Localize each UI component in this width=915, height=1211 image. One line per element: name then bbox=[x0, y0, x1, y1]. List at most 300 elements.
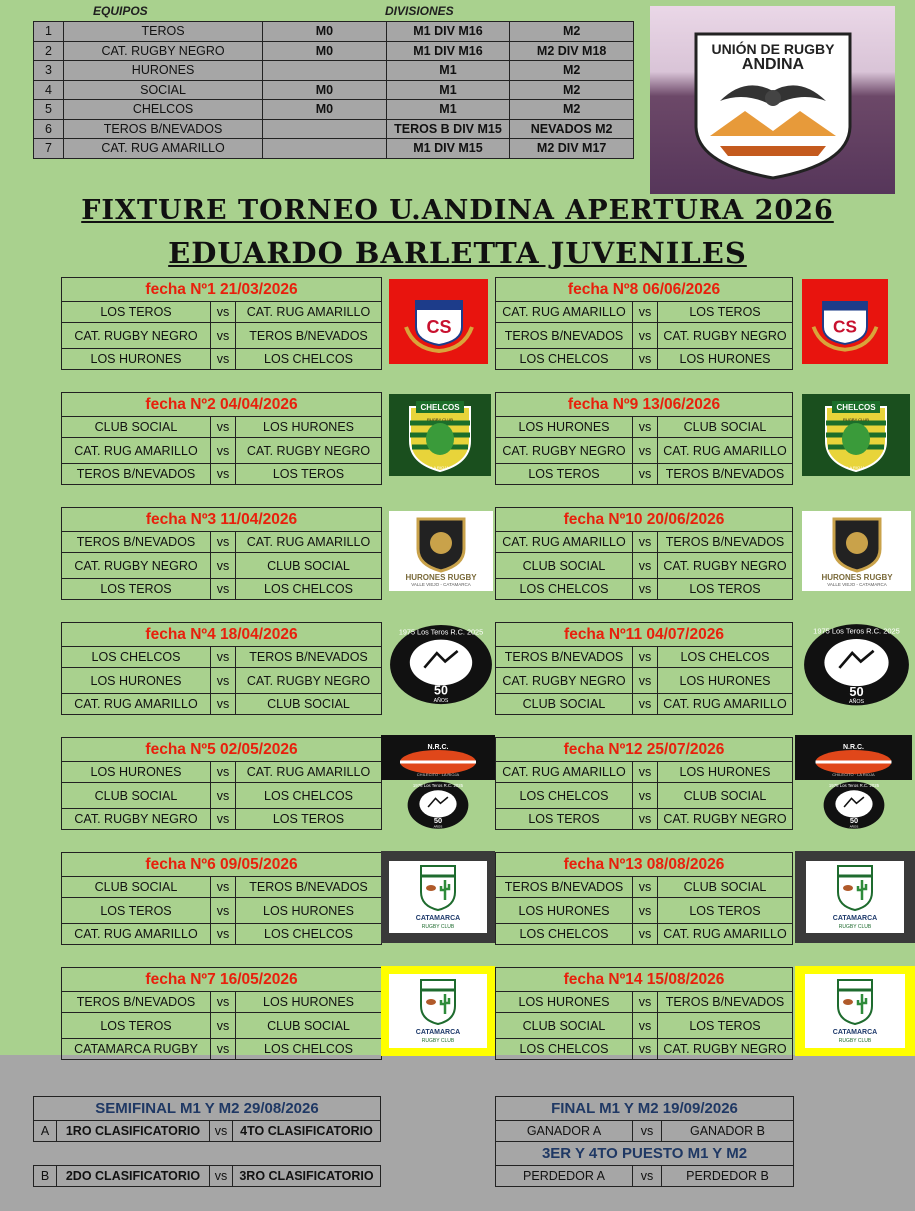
home-team: TEROS B/NEVADOS bbox=[62, 992, 211, 1013]
vs-label: vs bbox=[633, 1039, 658, 1060]
catamarca-badge-sub: RUGBY CLUB bbox=[421, 924, 455, 930]
nrc-badge-sub: CHILECITO · LA RIOJA bbox=[416, 771, 460, 777]
teros-club-badge bbox=[381, 781, 495, 829]
fecha-title: fecha Nº1 21/03/2026 bbox=[62, 278, 382, 302]
teros-badge-num: 50 bbox=[434, 684, 448, 699]
match-row bbox=[496, 877, 793, 898]
nrc-badge-name: N.R.C. bbox=[843, 743, 864, 751]
home-team: LOS CHELCOS bbox=[496, 924, 633, 945]
vs-label: vs bbox=[211, 323, 236, 349]
fecha-block bbox=[495, 852, 793, 945]
fecha-title: fecha Nº4 18/04/2026 bbox=[62, 623, 382, 647]
vs-label: vs bbox=[633, 417, 658, 438]
away-team: LOS CHELCOS bbox=[236, 783, 382, 809]
match-row bbox=[62, 924, 382, 945]
teros-badge-sub: AÑOS bbox=[433, 698, 449, 705]
vs-label: vs bbox=[211, 302, 236, 323]
vs-label: vs bbox=[633, 694, 658, 715]
fecha-block bbox=[61, 622, 382, 715]
vs-label: vs bbox=[633, 302, 658, 323]
third-home: PERDEDOR A bbox=[496, 1166, 633, 1187]
final-home: GANADOR A bbox=[496, 1121, 633, 1142]
chelcos-badge-name: CHELCOS bbox=[420, 403, 460, 412]
final-table bbox=[495, 1096, 794, 1187]
away-team: LOS TEROS bbox=[236, 809, 382, 830]
fecha-block bbox=[61, 967, 382, 1060]
team-row bbox=[34, 119, 634, 139]
nrc-club-badge bbox=[381, 735, 495, 780]
home-team: CAT. RUGBY NEGRO bbox=[62, 553, 211, 579]
team-c3-cell: M2 bbox=[510, 22, 634, 42]
semifinal-title: SEMIFINAL M1 Y M2 29/08/2026 bbox=[34, 1097, 381, 1121]
match-row bbox=[496, 694, 793, 715]
fecha-title: fecha Nº2 04/04/2026 bbox=[62, 393, 382, 417]
away-team: LOS TEROS bbox=[658, 579, 793, 600]
catamarca-badge-sub: RUGBY CLUB bbox=[838, 924, 872, 930]
fecha-title: fecha Nº10 20/06/2026 bbox=[496, 508, 793, 532]
team-c1-cell: M0 bbox=[263, 22, 386, 42]
match-row bbox=[62, 668, 382, 694]
match-row bbox=[496, 647, 793, 668]
away-team: CAT. RUGBY NEGRO bbox=[658, 553, 793, 579]
team-c3-cell: M2 DIV M17 bbox=[510, 139, 634, 159]
cs-badge-text: CS bbox=[425, 316, 452, 337]
home-team: LOS HURONES bbox=[496, 898, 633, 924]
match-row bbox=[496, 579, 793, 600]
away-team: LOS HURONES bbox=[658, 668, 793, 694]
teros-badge-sub: AÑOS bbox=[433, 824, 443, 829]
match-row bbox=[62, 323, 382, 349]
third-away: PERDEDOR B bbox=[662, 1166, 794, 1187]
fecha-block bbox=[61, 392, 382, 485]
teros-badge-num: 50 bbox=[433, 815, 443, 825]
union-logo bbox=[650, 6, 895, 194]
chelcos-badge-place: LA RIOJA bbox=[431, 465, 449, 470]
away-team: LOS TEROS bbox=[658, 898, 793, 924]
away-team: LOS TEROS bbox=[236, 464, 382, 485]
team-c3-cell: M2 bbox=[510, 80, 634, 100]
vs-label: vs bbox=[633, 783, 658, 809]
third-place-title: 3ER Y 4TO PUESTO M1 Y M2 bbox=[496, 1142, 794, 1166]
team-row bbox=[34, 139, 634, 159]
match-row bbox=[496, 809, 793, 830]
home-team: TEROS B/NEVADOS bbox=[496, 647, 633, 668]
vs-label: vs bbox=[211, 647, 236, 668]
teams-table bbox=[33, 21, 634, 159]
vs-label: vs bbox=[633, 668, 658, 694]
match-row bbox=[62, 532, 382, 553]
chelcos-badge-name: CHELCOS bbox=[836, 403, 876, 412]
match-row bbox=[496, 323, 793, 349]
semifinal-away: 3RO CLASIFICATORIO bbox=[233, 1166, 381, 1187]
team-num-cell: 1 bbox=[34, 22, 64, 42]
team-row bbox=[34, 61, 634, 81]
match-row bbox=[62, 898, 382, 924]
catamarca-badge-name: CATAMARCA bbox=[832, 915, 878, 922]
hurones-badge-sub: VALLE VIEJO - CATAMARCA bbox=[826, 582, 887, 587]
teros-badge-num: 50 bbox=[849, 815, 858, 825]
home-team: LOS HURONES bbox=[496, 417, 633, 438]
teros-badge-ring: 1975 Los Teros R.C. 2025 bbox=[412, 783, 464, 789]
home-team: TEROS B/NEVADOS bbox=[496, 877, 633, 898]
vs-label: vs bbox=[633, 438, 658, 464]
team-row bbox=[34, 80, 634, 100]
teros-badge-sub: AÑOS bbox=[848, 699, 865, 706]
vs-label: vs bbox=[633, 553, 658, 579]
vs-label: vs bbox=[633, 323, 658, 349]
away-team: LOS CHELCOS bbox=[236, 579, 382, 600]
teros-club-badge bbox=[795, 781, 912, 829]
away-team: LOS HURONES bbox=[658, 349, 793, 370]
final-title: FINAL M1 Y M2 19/09/2026 bbox=[496, 1097, 794, 1121]
match-row bbox=[62, 464, 382, 485]
vs-label: vs bbox=[633, 1013, 658, 1039]
fecha-block bbox=[61, 737, 382, 830]
vs-label: vs bbox=[633, 762, 658, 783]
home-team: LOS HURONES bbox=[62, 762, 211, 783]
team-c2-cell: M1 bbox=[386, 100, 510, 120]
fecha-block bbox=[495, 622, 793, 715]
away-team: CAT. RUG AMARILLO bbox=[658, 694, 793, 715]
team-name-cell: TEROS B/NEVADOS bbox=[63, 119, 262, 139]
teros-club-badge bbox=[803, 624, 910, 706]
home-team: LOS TEROS bbox=[496, 464, 633, 485]
match-row bbox=[62, 1013, 382, 1039]
equipos-header: EQUIPOS bbox=[93, 4, 148, 18]
home-team: CLUB SOCIAL bbox=[62, 417, 211, 438]
vs-label: vs bbox=[211, 668, 236, 694]
team-c2-cell: M1 bbox=[386, 80, 510, 100]
team-num-cell: 7 bbox=[34, 139, 64, 159]
home-team: CLUB SOCIAL bbox=[62, 783, 211, 809]
home-team: CAT. RUG AMARILLO bbox=[496, 762, 633, 783]
home-team: CLUB SOCIAL bbox=[496, 1013, 633, 1039]
catamarca-club-badge bbox=[381, 966, 495, 1056]
team-c3-cell: M2 DIV M18 bbox=[510, 41, 634, 61]
away-team: TEROS B/NEVADOS bbox=[236, 323, 382, 349]
vs-label: vs bbox=[633, 809, 658, 830]
vs-label: vs bbox=[211, 1039, 236, 1060]
catamarca-club-badge bbox=[381, 851, 495, 943]
home-team: CAT. RUG AMARILLO bbox=[496, 302, 633, 323]
team-c2-cell: M1 DIV M15 bbox=[386, 139, 510, 159]
match-row bbox=[496, 992, 793, 1013]
fecha-block bbox=[495, 737, 793, 830]
team-num-cell: 6 bbox=[34, 119, 64, 139]
sub-title: EDUARDO BARLETTA JUVENILES bbox=[168, 236, 747, 270]
vs-label: vs bbox=[633, 877, 658, 898]
match-row bbox=[496, 464, 793, 485]
home-team: CAT. RUG AMARILLO bbox=[496, 532, 633, 553]
home-team: CAT. RUG AMARILLO bbox=[62, 438, 211, 464]
vs-label: vs bbox=[633, 924, 658, 945]
vs-label: vs bbox=[211, 532, 236, 553]
home-team: LOS CHELCOS bbox=[496, 349, 633, 370]
fecha-block bbox=[495, 392, 793, 485]
team-c3-cell: M2 bbox=[510, 100, 634, 120]
semifinal-key: A bbox=[34, 1121, 57, 1142]
away-team: LOS CHELCOS bbox=[658, 647, 793, 668]
home-team: LOS CHELCOS bbox=[496, 783, 633, 809]
team-name-cell: HURONES bbox=[63, 61, 262, 81]
teros-badge-ring: 1975 Los Teros R.C. 2025 bbox=[828, 783, 879, 789]
vs-label: vs bbox=[211, 877, 236, 898]
away-team: CLUB SOCIAL bbox=[236, 694, 382, 715]
team-c2-cell: M1 DIV M16 bbox=[386, 41, 510, 61]
vs-label: vs bbox=[633, 464, 658, 485]
semifinal-key: B bbox=[34, 1166, 57, 1187]
match-row bbox=[496, 417, 793, 438]
home-team: LOS CHELCOS bbox=[62, 647, 211, 668]
home-team: TEROS B/NEVADOS bbox=[496, 323, 633, 349]
team-num-cell: 3 bbox=[34, 61, 64, 81]
away-team: LOS HURONES bbox=[658, 762, 793, 783]
away-team: LOS TEROS bbox=[658, 302, 793, 323]
team-row bbox=[34, 100, 634, 120]
home-team: LOS CHELCOS bbox=[496, 1039, 633, 1060]
vs-label: vs bbox=[633, 1166, 662, 1187]
match-row bbox=[62, 783, 382, 809]
away-team: CAT. RUGBY NEGRO bbox=[236, 438, 382, 464]
vs-label: vs bbox=[210, 1166, 233, 1187]
vs-label: vs bbox=[211, 349, 236, 370]
vs-label: vs bbox=[633, 532, 658, 553]
hurones-badge-sub: VALLE VIEJO - CATAMARCA bbox=[411, 582, 471, 587]
vs-label: vs bbox=[211, 898, 236, 924]
match-row bbox=[62, 877, 382, 898]
home-team: CLUB SOCIAL bbox=[62, 877, 211, 898]
away-team: CAT. RUG AMARILLO bbox=[236, 762, 382, 783]
chelcos-club-badge bbox=[389, 394, 491, 476]
away-team: TEROS B/NEVADOS bbox=[236, 647, 382, 668]
semifinal-home: 1RO CLASIFICATORIO bbox=[57, 1121, 210, 1142]
vs-label: vs bbox=[211, 417, 236, 438]
team-num-cell: 2 bbox=[34, 41, 64, 61]
fecha-title: fecha Nº9 13/06/2026 bbox=[496, 393, 793, 417]
away-team: TEROS B/NEVADOS bbox=[658, 464, 793, 485]
match-row bbox=[62, 992, 382, 1013]
fecha-block bbox=[61, 507, 382, 600]
nrc-badge-name: N.R.C. bbox=[427, 743, 449, 751]
match-row bbox=[62, 302, 382, 323]
team-c2-cell: M1 bbox=[386, 61, 510, 81]
match-row bbox=[62, 349, 382, 370]
match-row bbox=[496, 553, 793, 579]
vs-label: vs bbox=[633, 647, 658, 668]
hurones-badge-name: HURONES RUGBY bbox=[820, 573, 893, 582]
home-team: LOS TEROS bbox=[496, 809, 633, 830]
home-team: CLUB SOCIAL bbox=[496, 694, 633, 715]
hurones-badge-name: HURONES RUGBY bbox=[405, 573, 477, 582]
fecha-title: fecha Nº7 16/05/2026 bbox=[62, 968, 382, 992]
final-away: GANADOR B bbox=[662, 1121, 794, 1142]
catamarca-club-badge bbox=[795, 851, 915, 943]
team-name-cell: CAT. RUG AMARILLO bbox=[63, 139, 262, 159]
teros-badge-num: 50 bbox=[849, 684, 864, 700]
vs-label: vs bbox=[633, 579, 658, 600]
vs-label: vs bbox=[211, 762, 236, 783]
fecha-block bbox=[495, 507, 793, 600]
match-row bbox=[62, 809, 382, 830]
home-team: CAT. RUGBY NEGRO bbox=[62, 809, 211, 830]
match-row bbox=[496, 668, 793, 694]
nrc-club-badge bbox=[795, 735, 912, 780]
cs-club-badge bbox=[389, 279, 488, 364]
match-row bbox=[496, 762, 793, 783]
away-team: CAT. RUGBY NEGRO bbox=[236, 668, 382, 694]
away-team: CAT. RUG AMARILLO bbox=[236, 302, 382, 323]
vs-label: vs bbox=[211, 438, 236, 464]
team-c1-cell bbox=[263, 119, 386, 139]
away-team: LOS HURONES bbox=[236, 992, 382, 1013]
away-team: TEROS B/NEVADOS bbox=[658, 992, 793, 1013]
match-row bbox=[496, 349, 793, 370]
hurones-club-badge bbox=[389, 511, 493, 591]
home-team: LOS TEROS bbox=[62, 898, 211, 924]
away-team: TEROS B/NEVADOS bbox=[236, 877, 382, 898]
team-name-cell: TEROS bbox=[63, 22, 262, 42]
team-c1-cell: M0 bbox=[263, 100, 386, 120]
away-team: CLUB SOCIAL bbox=[658, 783, 793, 809]
logo-line1: UNIÓN DE RUGBY bbox=[711, 41, 835, 57]
away-team: CAT. RUG AMARILLO bbox=[658, 924, 793, 945]
away-team: LOS TEROS bbox=[658, 1013, 793, 1039]
semifinal-table bbox=[33, 1096, 381, 1187]
match-row bbox=[62, 1039, 382, 1060]
away-team: CLUB SOCIAL bbox=[236, 1013, 382, 1039]
catamarca-club-badge bbox=[795, 966, 915, 1056]
home-team: CAT. RUGBY NEGRO bbox=[496, 668, 633, 694]
home-team: CATAMARCA RUGBY bbox=[62, 1039, 211, 1060]
away-team: CAT. RUGBY NEGRO bbox=[658, 809, 793, 830]
catamarca-badge-sub: RUGBY CLUB bbox=[838, 1038, 872, 1044]
match-row bbox=[496, 438, 793, 464]
team-c2-cell: M1 DIV M16 bbox=[386, 22, 510, 42]
vs-label: vs bbox=[211, 1013, 236, 1039]
vs-label: vs bbox=[211, 992, 236, 1013]
team-name-cell: CAT. RUGBY NEGRO bbox=[63, 41, 262, 61]
vs-label: vs bbox=[633, 349, 658, 370]
home-team: LOS HURONES bbox=[62, 668, 211, 694]
team-c1-cell bbox=[263, 139, 386, 159]
teros-badge-ring: 1975 Los Teros R.C. 2025 bbox=[813, 626, 900, 636]
vs-label: vs bbox=[211, 809, 236, 830]
home-team: LOS HURONES bbox=[496, 992, 633, 1013]
fecha-title: fecha Nº3 11/04/2026 bbox=[62, 508, 382, 532]
catamarca-badge-name: CATAMARCA bbox=[832, 1029, 878, 1036]
vs-label: vs bbox=[633, 898, 658, 924]
away-team: TEROS B/NEVADOS bbox=[658, 532, 793, 553]
match-row bbox=[62, 762, 382, 783]
team-c1-cell: M0 bbox=[263, 80, 386, 100]
logo-line2: ANDINA bbox=[741, 56, 805, 73]
vs-label: vs bbox=[211, 694, 236, 715]
match-row bbox=[496, 924, 793, 945]
fecha-title: fecha Nº11 04/07/2026 bbox=[496, 623, 793, 647]
match-row bbox=[62, 579, 382, 600]
home-team: CAT. RUG AMARILLO bbox=[62, 924, 211, 945]
away-team: CLUB SOCIAL bbox=[236, 553, 382, 579]
away-team: CLUB SOCIAL bbox=[658, 877, 793, 898]
home-team: LOS HURONES bbox=[62, 349, 211, 370]
main-title: FIXTURE TORNEO U.ANDINA APERTURA 2026 bbox=[81, 195, 834, 226]
fecha-title: fecha Nº14 15/08/2026 bbox=[496, 968, 793, 992]
fecha-block bbox=[61, 852, 382, 945]
team-name-cell: CHELCOS bbox=[63, 100, 262, 120]
match-row bbox=[62, 417, 382, 438]
teros-badge-ring: 1975 Los Teros R.C. 2025 bbox=[398, 627, 484, 637]
vs-label: vs bbox=[633, 1121, 662, 1142]
teros-badge-sub: AÑOS bbox=[849, 824, 858, 829]
away-team: LOS CHELCOS bbox=[236, 1039, 382, 1060]
cs-club-badge bbox=[802, 279, 888, 364]
team-c2-cell: TEROS B DIV M15 bbox=[386, 119, 510, 139]
chelcos-badge-sub: RUGBY CLUB bbox=[427, 417, 453, 422]
team-c1-cell bbox=[263, 61, 386, 81]
away-team: CAT. RUG AMARILLO bbox=[236, 532, 382, 553]
team-c1-cell: M0 bbox=[263, 41, 386, 61]
match-row bbox=[62, 647, 382, 668]
vs-label: vs bbox=[211, 579, 236, 600]
semifinal-away: 4TO CLASIFICATORIO bbox=[233, 1121, 381, 1142]
chelcos-badge-sub: RUGBY CLUB bbox=[843, 417, 869, 422]
fecha-block bbox=[495, 277, 793, 370]
away-team: LOS CHELCOS bbox=[236, 349, 382, 370]
vs-label: vs bbox=[211, 553, 236, 579]
home-team: CAT. RUGBY NEGRO bbox=[62, 323, 211, 349]
fecha-block bbox=[61, 277, 382, 370]
team-row bbox=[34, 41, 634, 61]
home-team: TEROS B/NEVADOS bbox=[62, 532, 211, 553]
home-team: LOS TEROS bbox=[62, 579, 211, 600]
away-team: LOS HURONES bbox=[236, 417, 382, 438]
chelcos-club-badge bbox=[802, 394, 910, 476]
fecha-title: fecha Nº12 25/07/2026 bbox=[496, 738, 793, 762]
vs-label: vs bbox=[211, 924, 236, 945]
away-team: LOS HURONES bbox=[236, 898, 382, 924]
home-team: LOS TEROS bbox=[62, 302, 211, 323]
catamarca-badge-name: CATAMARCA bbox=[415, 1029, 461, 1036]
fecha-title: fecha Nº13 08/08/2026 bbox=[496, 853, 793, 877]
match-row bbox=[496, 1039, 793, 1060]
vs-label: vs bbox=[211, 783, 236, 809]
home-team: CAT. RUGBY NEGRO bbox=[496, 438, 633, 464]
vs-label: vs bbox=[210, 1121, 233, 1142]
fecha-title: fecha Nº8 06/06/2026 bbox=[496, 278, 793, 302]
away-team: CAT. RUGBY NEGRO bbox=[658, 323, 793, 349]
team-c3-cell: NEVADOS M2 bbox=[510, 119, 634, 139]
match-row bbox=[496, 1013, 793, 1039]
vs-label: vs bbox=[211, 464, 236, 485]
team-num-cell: 5 bbox=[34, 100, 64, 120]
match-row bbox=[496, 783, 793, 809]
team-c3-cell: M2 bbox=[510, 61, 634, 81]
home-team: LOS CHELCOS bbox=[496, 579, 633, 600]
team-row bbox=[34, 22, 634, 42]
away-team: CAT. RUG AMARILLO bbox=[658, 438, 793, 464]
away-team: CLUB SOCIAL bbox=[658, 417, 793, 438]
teros-club-badge bbox=[389, 624, 493, 706]
home-team: CLUB SOCIAL bbox=[496, 553, 633, 579]
fecha-title: fecha Nº6 09/05/2026 bbox=[62, 853, 382, 877]
fecha-title: fecha Nº5 02/05/2026 bbox=[62, 738, 382, 762]
match-row bbox=[496, 898, 793, 924]
cs-badge-text: CS bbox=[833, 316, 857, 337]
team-name-cell: SOCIAL bbox=[63, 80, 262, 100]
home-team: LOS TEROS bbox=[62, 1013, 211, 1039]
match-row bbox=[62, 694, 382, 715]
chelcos-badge-place: LA RIOJA bbox=[847, 465, 865, 470]
